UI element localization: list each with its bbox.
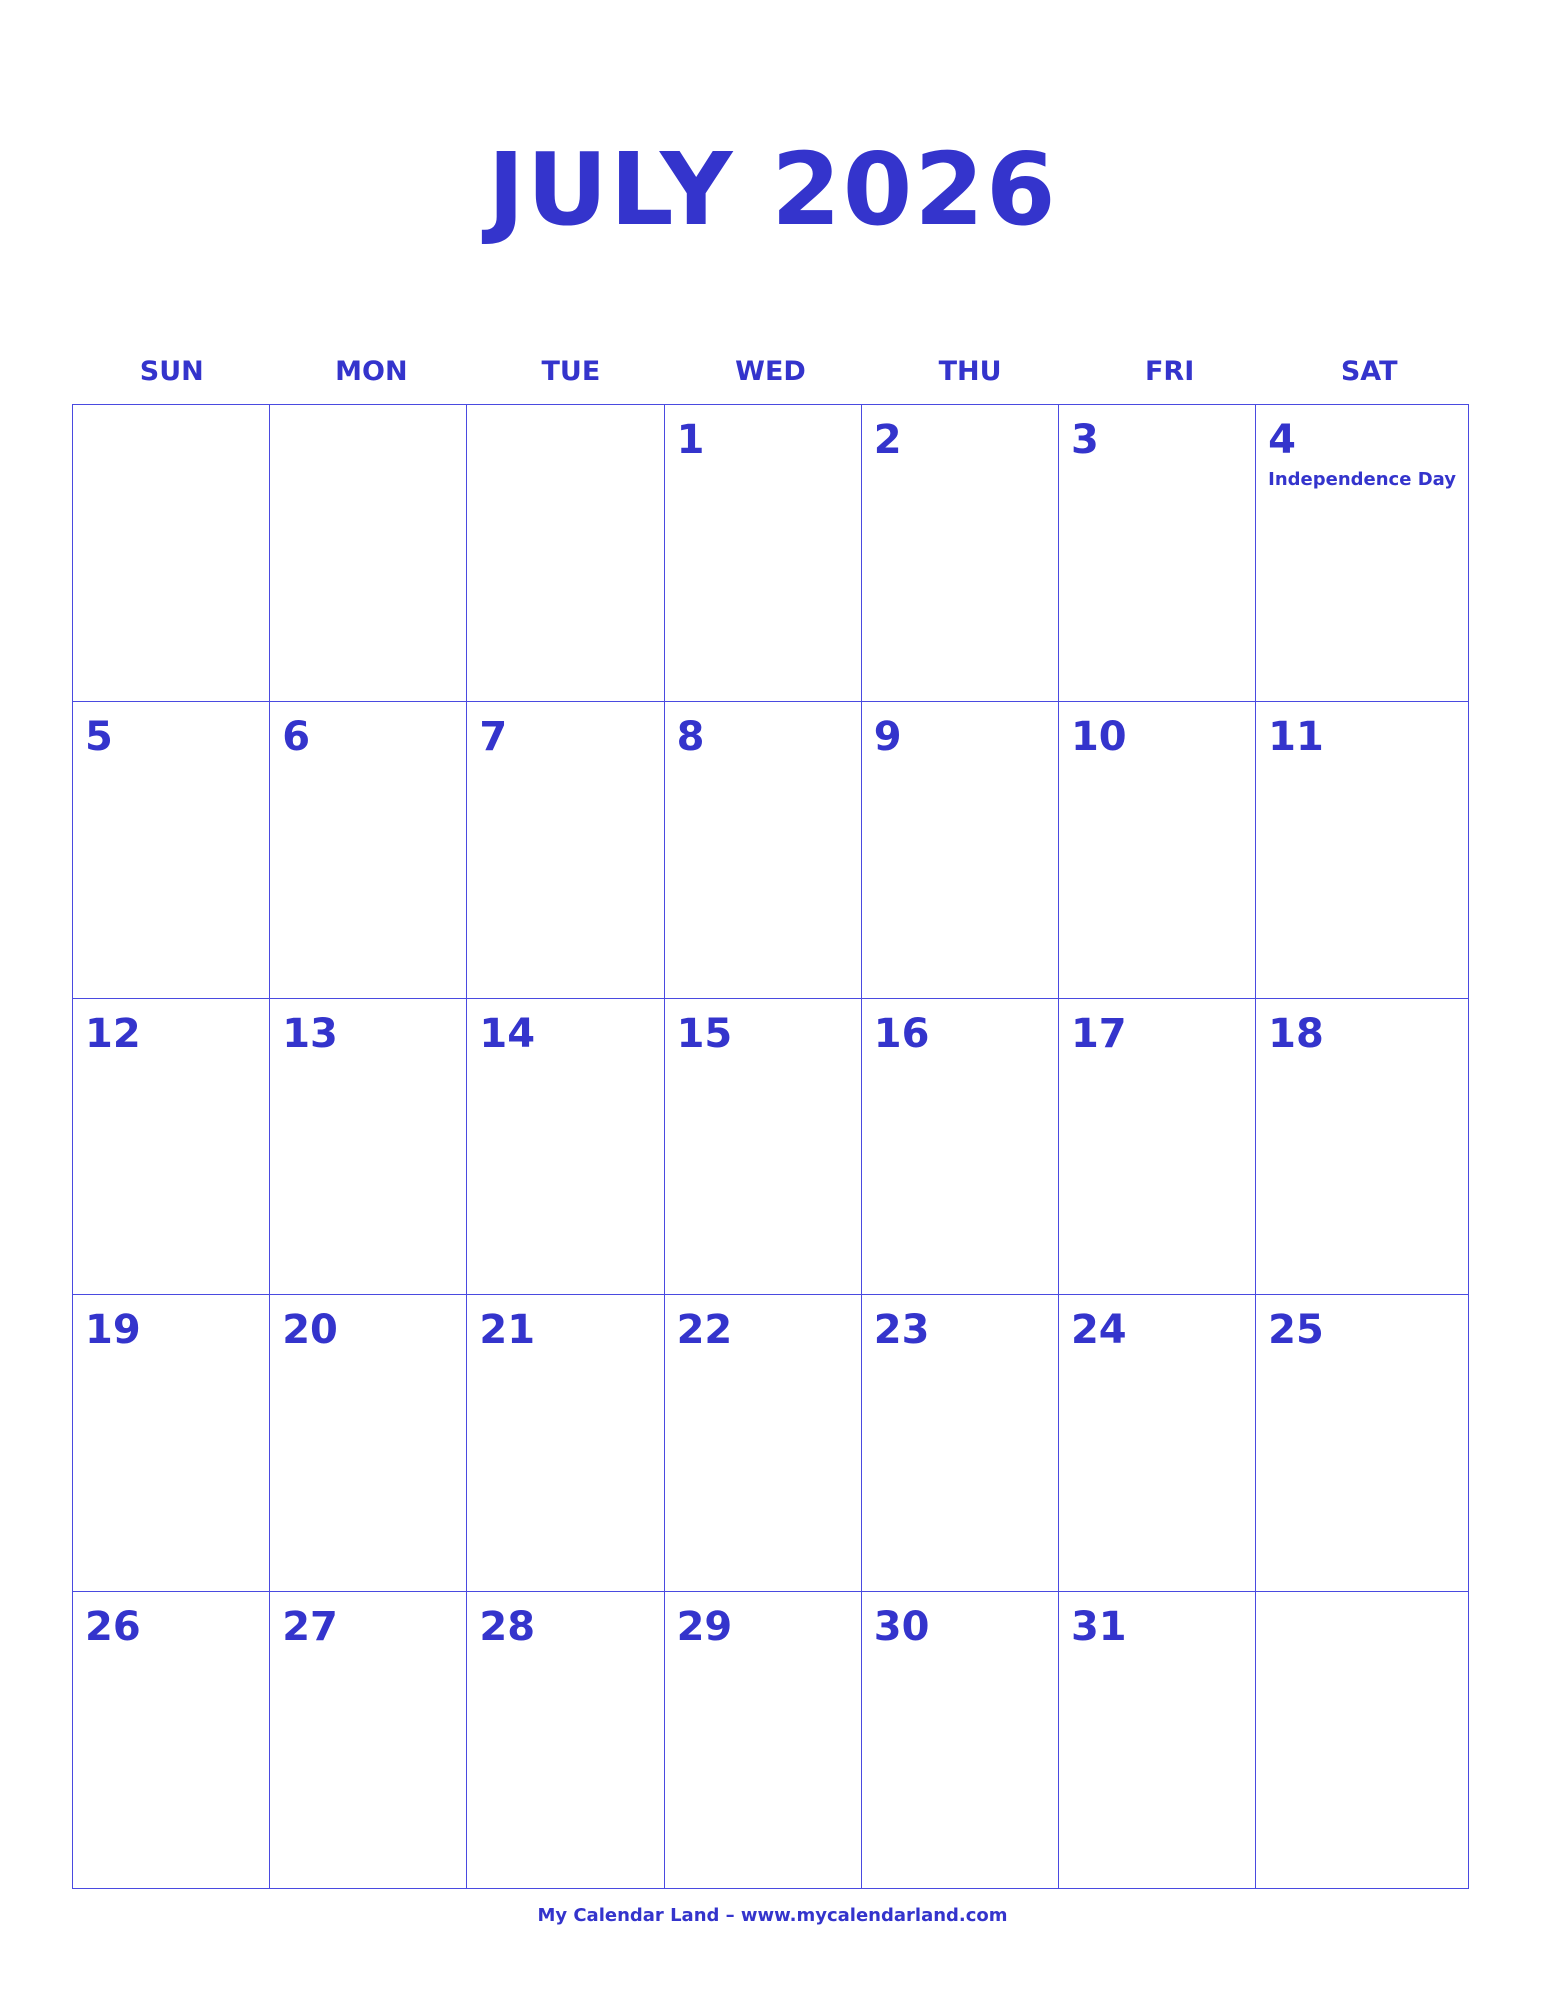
- day-cell: [270, 999, 467, 1296]
- day-number: 5: [85, 713, 113, 760]
- day-cell: [270, 1295, 467, 1592]
- day-number: 7: [479, 713, 508, 760]
- day-cell: [1256, 999, 1469, 1296]
- day-cell: [467, 999, 664, 1296]
- day-cell: [467, 702, 664, 999]
- day-number: 13: [282, 1010, 338, 1057]
- day-cell: [73, 702, 270, 999]
- day-cell: [1059, 405, 1256, 702]
- day-number: 6: [282, 713, 311, 760]
- footer-credit: My Calendar Land – www.mycalendarland.com: [537, 1905, 1008, 1926]
- day-cell: [1059, 1592, 1256, 1889]
- day-cell: [862, 1592, 1059, 1889]
- day-number: 24: [1070, 1307, 1127, 1354]
- weekday-label: THU: [938, 356, 1002, 387]
- day-number: 14: [479, 1010, 536, 1057]
- day-cell: [862, 405, 1059, 702]
- day-number: 19: [85, 1307, 141, 1354]
- day-cell: [1256, 1295, 1469, 1592]
- day-cell: [270, 1592, 467, 1889]
- day-cell: [1059, 1295, 1256, 1592]
- day-number: 10: [1070, 713, 1127, 760]
- day-cell: [862, 1295, 1059, 1592]
- day-number: 27: [282, 1604, 338, 1651]
- day-number: 25: [1268, 1307, 1324, 1354]
- day-number: 17: [1070, 1010, 1127, 1057]
- weekday-label: FRI: [1144, 356, 1195, 387]
- day-number: 23: [873, 1307, 930, 1354]
- day-cell: [862, 999, 1059, 1296]
- day-cell: [467, 1592, 664, 1889]
- day-cell: [467, 1295, 664, 1592]
- day-cell: [665, 1295, 862, 1592]
- day-cell: [665, 405, 862, 702]
- day-number: 12: [85, 1010, 141, 1057]
- day-number: 11: [1268, 713, 1324, 760]
- day-number: 31: [1070, 1604, 1127, 1651]
- day-number: 15: [676, 1010, 733, 1057]
- day-number: 16: [873, 1010, 930, 1057]
- day-cell: [665, 702, 862, 999]
- day-number: 1: [676, 417, 705, 463]
- page-title: JULY 2026: [487, 131, 1058, 248]
- day-number: 8: [676, 713, 705, 760]
- day-number: 28: [479, 1604, 536, 1651]
- day-cell: [1059, 999, 1256, 1296]
- day-cell: [665, 1592, 862, 1889]
- day-number: 21: [479, 1307, 536, 1354]
- holiday-label: Independence Day: [1268, 469, 1456, 490]
- day-number: 26: [85, 1604, 141, 1651]
- day-cell: [467, 405, 664, 702]
- day-number: 2: [873, 417, 902, 463]
- calendar-grid: [72, 404, 1469, 1889]
- day-number: 18: [1268, 1010, 1324, 1057]
- day-number: 9: [873, 713, 902, 760]
- day-cell: [73, 1592, 270, 1889]
- day-cell: [1059, 702, 1256, 999]
- day-cell: [73, 405, 270, 702]
- day-number: 29: [676, 1604, 733, 1651]
- day-cell: [1256, 405, 1469, 702]
- day-cell: [73, 1295, 270, 1592]
- weekday-label: TUE: [541, 356, 601, 387]
- weekday-label: WED: [735, 356, 806, 387]
- day-cell: [1256, 1592, 1469, 1889]
- day-cell: [862, 702, 1059, 999]
- weekday-label: SAT: [1340, 356, 1398, 387]
- day-number: 20: [282, 1307, 338, 1354]
- day-cell: [270, 405, 467, 702]
- day-cell: [1256, 702, 1469, 999]
- day-number: 30: [873, 1604, 930, 1651]
- day-number: 3: [1070, 417, 1099, 463]
- weekday-header: [72, 352, 1469, 392]
- day-number: 22: [676, 1307, 733, 1354]
- weekday-label: SUN: [139, 356, 204, 387]
- day-cell: [270, 702, 467, 999]
- day-cell: [665, 999, 862, 1296]
- weekday-label: MON: [335, 356, 408, 387]
- day-cell: [73, 999, 270, 1296]
- day-number: 4: [1268, 417, 1296, 463]
